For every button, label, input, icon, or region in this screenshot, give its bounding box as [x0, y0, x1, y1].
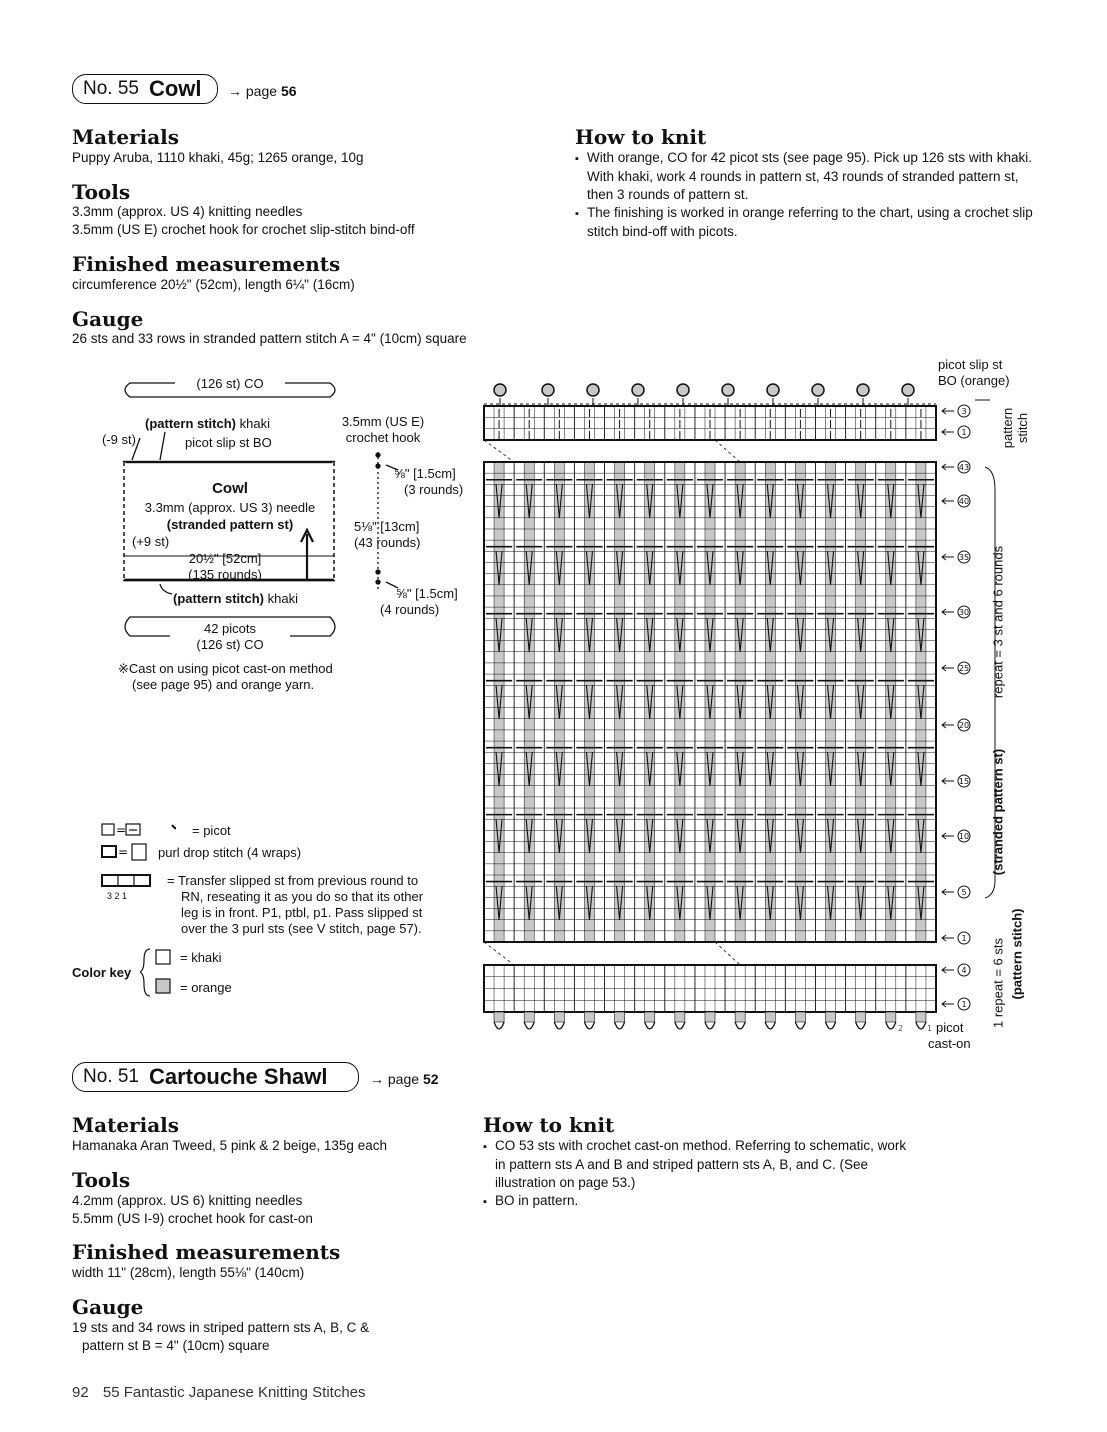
- schematic-bottom-dim: ⅝" [1.5cm] (4 rounds): [380, 586, 458, 617]
- color-key-orange: = orange: [180, 980, 232, 995]
- schematic-pattern-bottom: (pattern stitch) khaki: [173, 591, 298, 606]
- materials-heading: Materials: [72, 1113, 180, 1137]
- schematic-picot-bo: picot slip st BO: [185, 435, 272, 450]
- connector-line: [715, 942, 740, 965]
- row-number: 10: [958, 832, 970, 841]
- cast-on-cell: [735, 1012, 745, 1022]
- legend-purl-drop: purl drop stitch (4 wraps): [158, 845, 302, 860]
- orange-column: [856, 462, 866, 942]
- cast-on-picot: [675, 1022, 685, 1029]
- cast-on-picot: [886, 1022, 896, 1029]
- picot-icon: [857, 384, 869, 396]
- chart-stranded-label: (stranded pattern st): [990, 748, 1006, 876]
- orange-column: [675, 462, 685, 942]
- row-number: 43: [958, 463, 970, 472]
- cast-on-picot: [826, 1022, 836, 1029]
- cast-on-picot: [705, 1022, 715, 1029]
- orange-column: [584, 462, 594, 942]
- tools-text: 4.2mm (approx. US 6) knitting needles 5.5mm (US I-9) crochet hook for cast-on: [72, 1193, 313, 1226]
- row-number: 3: [961, 407, 967, 416]
- cast-on-picot: [856, 1022, 866, 1029]
- cast-on-cell: [795, 1012, 805, 1022]
- picot-icon: [812, 384, 824, 396]
- materials-text: Puppy Aruba, 1110 khaki, 45g; 1265 orange, 10g: [72, 150, 364, 165]
- orange-column: [554, 462, 564, 942]
- row-number: 4: [961, 966, 967, 975]
- cast-on-picot: [554, 1022, 564, 1029]
- how-to-knit-heading: How to knit: [575, 125, 707, 149]
- tools-text: 3.3mm (approx. US 4) knitting needles 3.5mm (US E) crochet hook for crochet slip-stitch bind-off: [72, 204, 415, 237]
- schematic-plus9: (+9 st): [132, 534, 170, 549]
- svg-text:=: =: [118, 845, 129, 859]
- orange-column: [916, 462, 926, 942]
- measurements-text: circumference 20½" (52cm), length 6¼" (16cm): [72, 277, 355, 292]
- column-number: 1: [927, 1024, 933, 1033]
- connector-line: [715, 440, 740, 462]
- gauge-heading: Gauge: [72, 307, 144, 331]
- cast-on-cell: [705, 1012, 715, 1022]
- cast-on-picot: [524, 1022, 534, 1029]
- legend-picot: = picot: [192, 823, 231, 838]
- picot-icon: [767, 384, 779, 396]
- cast-on-cell: [916, 1012, 926, 1022]
- footer: [72, 1384, 366, 1401]
- cast-on-cell: [584, 1012, 594, 1022]
- picot-icon: [494, 384, 506, 396]
- measurements-heading: Finished measurements: [72, 1240, 341, 1264]
- gauge-heading: Gauge: [72, 1295, 144, 1319]
- cast-on-picot: [735, 1022, 745, 1029]
- tools-heading: Tools: [72, 180, 131, 204]
- picot-icon: [677, 384, 689, 396]
- chart-repeat-rounds-label: repeat = 3 st and 6 rounds: [990, 545, 1006, 699]
- row-number: 15: [958, 777, 970, 786]
- orange-column: [886, 462, 896, 942]
- chart-repeat-sts-label: 1 repeat = 6 sts: [990, 938, 1006, 1028]
- orange-column: [735, 462, 745, 942]
- row-number: 20: [958, 721, 970, 730]
- cast-on-cell: [645, 1012, 655, 1022]
- cast-on-cell: [554, 1012, 564, 1022]
- orange-column: [615, 462, 625, 942]
- row-number: 25: [958, 664, 970, 673]
- cast-on-picot: [584, 1022, 594, 1029]
- pattern-number: No. 51: [83, 1066, 139, 1087]
- book-title: 55 Fantastic Japanese Knitting Stitches: [102, 1384, 366, 1401]
- cast-on-cell: [886, 1012, 896, 1022]
- gauge-text: 26 sts and 33 rows in stranded pattern stitch A = 4" (10cm) square: [72, 331, 467, 346]
- how-to-knit-list: [483, 1137, 913, 1211]
- page-ref-number: 56: [280, 83, 297, 99]
- cast-on-picot: [645, 1022, 655, 1029]
- row-number: 1: [961, 1000, 967, 1009]
- picot-icon: [722, 384, 734, 396]
- schematic-circumference: 20½" [52cm] (135 rounds): [188, 551, 262, 582]
- cast-on-cell: [615, 1012, 625, 1022]
- orange-column: [795, 462, 805, 942]
- pattern-title-badge: [72, 1062, 359, 1092]
- svg-text:=: =: [116, 823, 127, 837]
- orange-column: [645, 462, 655, 942]
- schematic-top-co: (126 st) CO: [175, 376, 285, 392]
- orange-column: [826, 462, 836, 942]
- cast-on-cell: [826, 1012, 836, 1022]
- how-to-knit-heading: How to knit: [483, 1113, 615, 1137]
- gauge-text: 19 sts and 34 rows in striped pattern sts A, B, C & pattern st B = 4" (10cm) square: [72, 1320, 370, 1353]
- schematic-pattern-top: (pattern stitch) khaki: [145, 416, 270, 431]
- picot-icon: [542, 384, 554, 396]
- schematic-mid-dim: 5⅛" [13cm] (43 rounds): [354, 519, 421, 550]
- cast-on-picot: [916, 1022, 926, 1029]
- page-reference: → page 52: [370, 1071, 439, 1087]
- pattern-number: No. 55: [83, 78, 139, 99]
- orange-column: [524, 462, 534, 942]
- arrow-icon: →: [228, 83, 242, 99]
- orange-column: [765, 462, 775, 942]
- row-number: 1: [961, 934, 967, 943]
- picot-icon: [902, 384, 914, 396]
- schematic-note: ※Cast on using picot cast-on method (see page 95) and orange yarn.: [118, 661, 333, 692]
- chart-pattern-st-label: (pattern stitch): [1009, 908, 1025, 1000]
- color-key-khaki: = khaki: [180, 950, 222, 965]
- legend-transfer: = Transfer slipped st from previous round to RN, reseating it as you do so that its other leg is in front. P1, ptbl, p1. Pass slipped st over the 3 purl sts (see V stitch, page 57).: [167, 873, 424, 936]
- pattern-title: Cowl: [148, 76, 202, 101]
- page-number: 92: [72, 1384, 89, 1401]
- connector-line: [484, 942, 514, 965]
- materials-text: Hamanaka Aran Tweed, 5 pink & 2 beige, 135g each: [72, 1138, 387, 1153]
- schematic-picots: 42 picots (126 st) CO: [170, 621, 290, 653]
- color-key-label: Color key: [72, 965, 132, 980]
- legend-numbers: 3 2 1: [107, 891, 128, 901]
- orange-column: [494, 462, 504, 942]
- cast-on-cell: [765, 1012, 775, 1022]
- picot-icon: [632, 384, 644, 396]
- cast-on-cell: [675, 1012, 685, 1022]
- list-item: ▪ The finishing is worked in orange referring to the chart, using a crochet slip stitch bind-off with picots.: [575, 204, 1035, 241]
- row-number: 1: [961, 428, 967, 437]
- measurements-heading: Finished measurements: [72, 252, 341, 276]
- list-item: ▪ BO in pattern.: [483, 1192, 913, 1211]
- schematic-stranded: (stranded pattern st): [166, 517, 294, 532]
- page-reference: → page 56: [228, 83, 297, 99]
- materials-heading: Materials: [72, 125, 180, 149]
- schematic-top-dim: ⅝" [1.5cm] (3 rounds): [394, 466, 464, 497]
- connector-line: [484, 440, 514, 462]
- picot-icon: [587, 384, 599, 396]
- row-number: 5: [961, 888, 967, 897]
- chart-picot-slip-label: picot slip st BO (orange): [938, 357, 1010, 388]
- cast-on-cell: [494, 1012, 504, 1022]
- schematic-hook: 3.5mm (US E) crochet hook: [341, 414, 425, 445]
- page-ref-number: 52: [422, 1071, 439, 1087]
- orange-column: [705, 462, 715, 942]
- list-item: ▪ With orange, CO for 42 picot sts (see page 95). Pick up 126 sts with khaki. With khaki, work 4 rounds in pattern st, 43 rounds of stranded pattern st, then 3 rounds of pattern st.: [575, 149, 1035, 204]
- row-number: 35: [958, 553, 970, 562]
- list-item: ▪ CO 53 sts with crochet cast-on method. Referring to schematic, work in pattern sts A and B and striped pattern sts A, B, and C. (See illustration on page 53.): [483, 1137, 913, 1192]
- schematic-needle: 3.3mm (approx. US 3) needle: [144, 500, 316, 515]
- schematic-minus9: (-9 st): [102, 432, 136, 447]
- pattern-title: Cartouche Shawl: [148, 1064, 328, 1089]
- chart-picot-cast-on-label: picot cast-on: [928, 1020, 971, 1051]
- schematic-cowl-title: Cowl: [212, 480, 248, 497]
- column-number: 2: [898, 1024, 904, 1033]
- cast-on-picot: [494, 1022, 504, 1029]
- chart-pattern-stitch-label: pattern stitch: [1000, 407, 1030, 449]
- tools-heading: Tools: [72, 1168, 131, 1192]
- cast-on-cell: [856, 1012, 866, 1022]
- row-number: 40: [958, 497, 970, 506]
- row-number: 30: [958, 608, 970, 617]
- measurements-text: width 11" (28cm), length 55⅛" (140cm): [72, 1265, 305, 1280]
- cast-on-picot: [615, 1022, 625, 1029]
- arrow-icon: →: [370, 1071, 384, 1087]
- cast-on-cell: [524, 1012, 534, 1022]
- cast-on-picot: [765, 1022, 775, 1029]
- cast-on-picot: [795, 1022, 805, 1029]
